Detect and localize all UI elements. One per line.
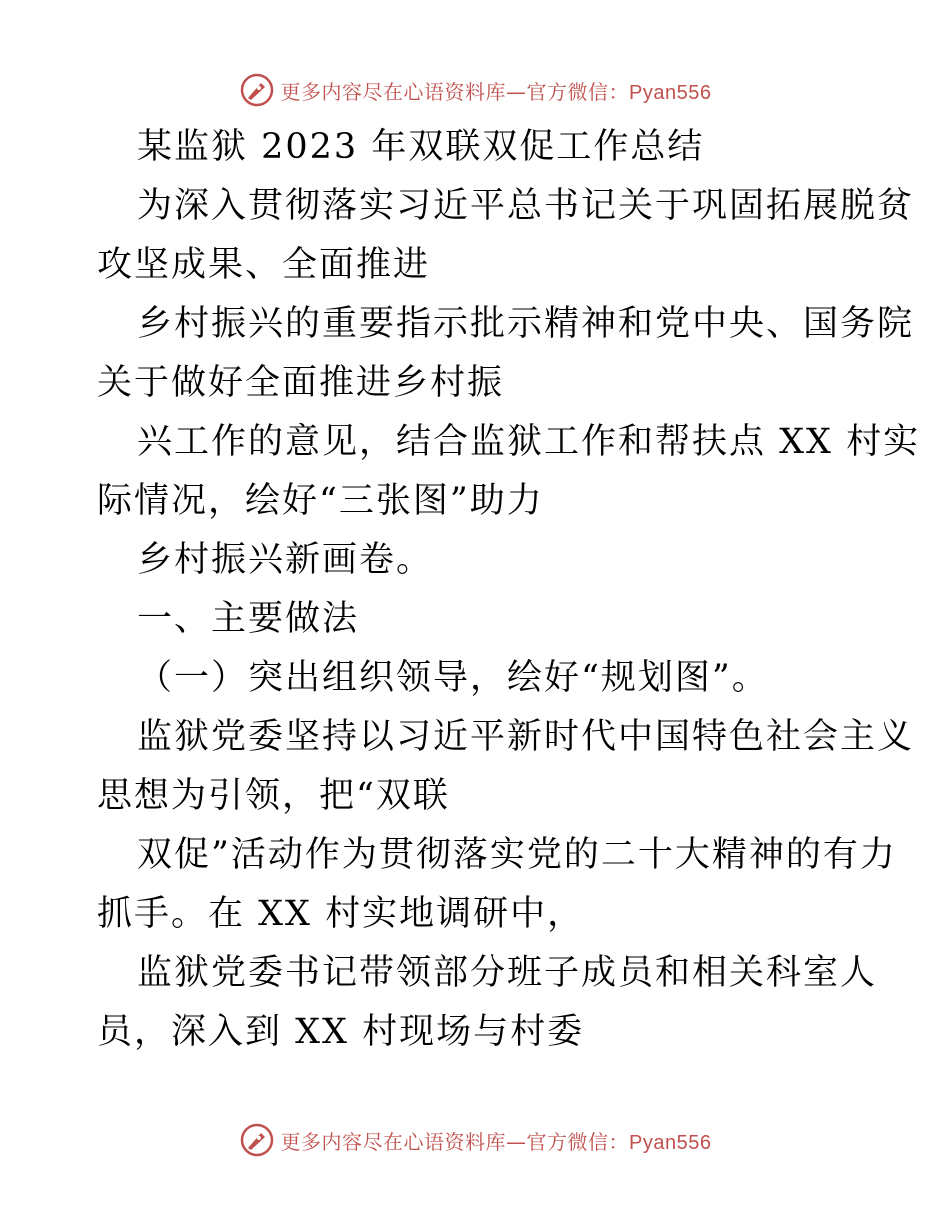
- paragraph-line: 员，深入到 XX 村现场与村委: [97, 1012, 585, 1052]
- watermark-footer: [0, 1120, 950, 1160]
- paragraph-line: 乡村振兴新画卷。: [137, 540, 434, 580]
- pen-nib-logo-icon: [239, 1122, 275, 1158]
- paragraph-line: 关于做好全面推进乡村振: [97, 363, 505, 403]
- document-title: 某监狱 2023 年双联双促工作总结: [137, 127, 705, 167]
- paragraph-line: 监狱党委书记带领部分班子成员和相关科室人: [137, 953, 878, 993]
- paragraph-line: 兴工作的意见，结合监狱工作和帮扶点 XX 村实: [137, 422, 921, 462]
- paragraph-line: 际情况，绘好“三张图”助力: [97, 481, 544, 521]
- section-heading: 一、主要做法: [137, 599, 360, 639]
- paragraph-line: 抓手。在 XX 村实地调研中，: [97, 894, 585, 934]
- pen-nib-logo-icon: [239, 72, 275, 108]
- paragraph-line: 乡村振兴的重要指示批示精神和党中央、国务院: [137, 304, 915, 344]
- subsection-heading: （一）突出组织领导，绘好“规划图”。: [137, 658, 769, 698]
- watermark-header: [0, 70, 950, 110]
- paragraph-line: 攻坚成果、全面推进: [97, 245, 431, 285]
- paragraph-line: 双促”活动作为贯彻落实党的二十大精神的有力: [137, 835, 897, 875]
- paragraph-line: 监狱党委坚持以习近平新时代中国特色社会主义: [137, 717, 915, 757]
- document-body: [97, 118, 921, 1062]
- paragraph-line: 为深入贯彻落实习近平总书记关于巩固拓展脱贫: [137, 186, 915, 226]
- watermark-text: 更多内容尽在心语资料库—官方微信：Pyan556: [280, 1129, 712, 1154]
- watermark-text: 更多内容尽在心语资料库—官方微信：Pyan556: [280, 79, 712, 104]
- paragraph-line: 思想为引领，把“双联: [97, 776, 450, 816]
